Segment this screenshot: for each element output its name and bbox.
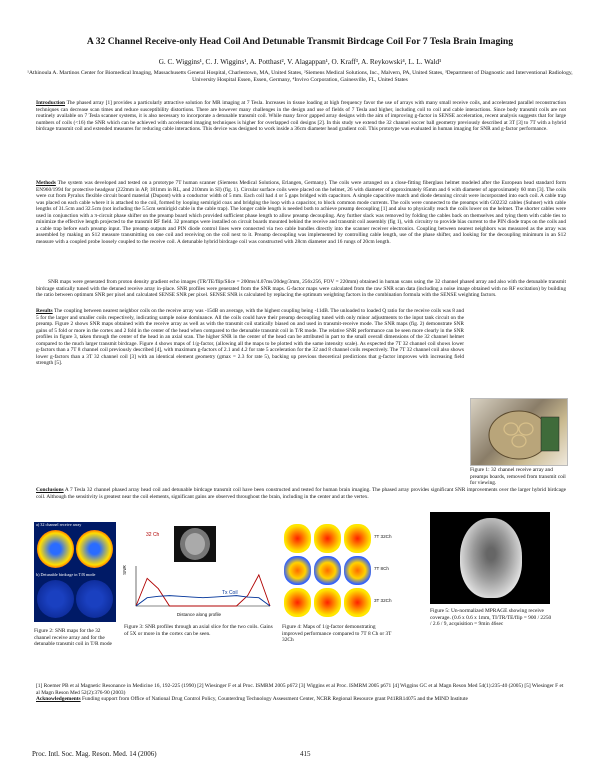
results-heading: Results (36, 308, 53, 314)
snr-profile-chart (122, 522, 276, 618)
figure-2-caption: Figure 2: SNR maps for the 32 channel receive array and for the detunable transmit coil in T/R mode (34, 628, 112, 648)
figure-5-caption: Figure 5: Un-normalized MPRAGE showing receive coverage. (0.6 x 0.6 x 1mm, TI/TR/TE/flip = 900 / 2250 / 2.6 / 9, acquisition = 9min 46sec (430, 608, 552, 628)
methods-section (36, 180, 566, 245)
snr-map-32ch-a (37, 530, 74, 568)
gfactor-map (284, 556, 311, 585)
gfactor-map (344, 588, 371, 617)
gfactor-map (314, 524, 341, 553)
references-text: [1] Roemer PB et al Magnetic Resonance in Medicine 16, 192-225 (1990) [2] Wiesinger F et al Proc. ISMRM 2005 p672 [3] Wiggins et al Proc. ISMRM 2005 p671 [4] Wiggins GC et al Magn Reson Med 54(1):235-40 (2005) [5] Wiesinger F et al Magn Reson Med 52(2):376-90 (2003) (36, 683, 564, 696)
author-list: G. C. Wiggins¹, C. J. Wiggins¹, A. Potthast², V. Alagappan¹, O. Kraff³, A. Reykowski⁴, L. L. Wald¹ (158, 58, 442, 66)
gfactor-map (344, 524, 371, 553)
acknowledgements-heading: Acknowledgements (36, 696, 81, 702)
figure-4 (282, 522, 396, 618)
gfactor-row-label: 7T 8Ch (374, 566, 389, 571)
figure-2-label-bottom: b) Detunable birdcage in T/R mode (36, 572, 96, 577)
figure-1-photo (470, 398, 568, 466)
introduction-section (36, 100, 566, 133)
figure-3-caption: Figure 3: SNR profiles through an axial slice for the two coils. Gains of 5X or more in the cortex can be seen. (124, 624, 273, 637)
chart-legend-32ch: 32 Ch (146, 532, 160, 538)
figure-3 (122, 522, 276, 618)
gfactor-row-label: 3T 32Ch (374, 598, 392, 603)
figure-5-image (430, 512, 550, 604)
footer-proceedings: Proc. Intl. Soc. Mag. Reson. Med. 14 (2006) (32, 750, 157, 758)
affiliations: ¹Athinoula A. Martinos Center for Biomedical Imaging, Massachusetts General Hospital, Charlestown, MA, United States, ²Siemens Medical Solutions, Inc., Malvern, PA, United States, ³Department of Diagnostic and Interventional Radiology, University Hospital Essen, Essen, Germany, ⁴Invivo Corporation, Gainesville, FL, United States (27, 70, 573, 83)
chart-y-label: SNR (122, 565, 127, 575)
gfactor-map (284, 588, 311, 617)
figure-4-caption: Figure 4: Maps of 1/g-factor demonstrating improved performance compared to 7T 8 Ch or 3T 32Ch (282, 624, 392, 644)
axial-slice-inset (174, 526, 216, 562)
snr-map-tx-b (76, 580, 113, 618)
snr-map-32ch-b (76, 530, 113, 568)
methods-text-2: SNR maps were generated from proton density gradient echo images (TR/TE/flip/Slice = 200ms/4.07ms/20deg/3mm, 256x256, FOV = 220mm) obtained in human scans using the 32 channel phased array and also with the detunable transmit birdcage statically tuned with the detuned receive array in-place. SNR profiles were generated from the SNR maps. G-factor maps were calculated from the raw SNR scan data (including a noise image obtained with no RF excitation) by building the ratio between optimum SNR per pixel and calculated SENSE SNR per pixel. SENSE SNR is calculated by replacing the optimum weighting factors in the combination formula with the SENSE weighting factors. (36, 279, 566, 298)
chart-x-label: Distance along profile (176, 612, 222, 617)
conclusions-heading: Conclusions (36, 487, 64, 493)
figure-2-label-top: a) 32 channel receive array (36, 522, 82, 527)
acknowledgements (36, 696, 566, 703)
gfactor-map (314, 556, 341, 585)
snr-map-tx-a (37, 580, 74, 618)
paper-title: A 32 Channel Receive-only Head Coil And Detunable Transmit Birdcage Coil For 7 Tesla Brain Imaging (86, 36, 514, 47)
gfactor-map (314, 588, 341, 617)
gfactor-row-label: 7T 32Ch (374, 534, 392, 539)
chart-legend-tx: Tx Coil (222, 590, 238, 596)
figure-2 (34, 522, 116, 622)
introduction-heading: Introduction (36, 100, 66, 106)
results-text: The coupling between nearest neighbor coils on the receive array was -15dB on average, with the highest coupling being -11dB. The unloaded to loaded Q ratio for the receive coils was 8 and 5 for the larger and smaller coils respectively, indicating sample noise dominance. All the coils could have their preamp decoupling tuned with only minor adjustments to the input tank circuit on the preamp. Figure 2 shows SNR maps obtained with the receive array as well as with the transmit coil statically biased on and used in transmit-receive mode. The SNR maps (fig. 2) demonstrate SNR gains of 5 fold or more in the cortex and 2 fold in the center of the head when compared to the detunable transmit coil in T/R mode. The relative SNR performance can be seen more clearly in the SNR profiles in figure 3, taken through the center of the head in an axial scan. The higher SNR in the center of the head can be attributed in part to the small overall dimensions of the 32 channel helmet compared to the much larger transmit birdcage. Figure 4 shows maps of 1/g-factor, (allowing all the maps to be plotted with the same intensity scale). As expected the 7T 32 channel coil shows lower g-factors than a 7T 8 channel coil previously described [4], with maximum g-factors of 2.1 and 4.2 for rate 5 acceleration for the 32 and 8 channel coils respectively. The 7T 32 channel coil also shows lower g-factors than a 3T 32 channel coil [3] with an identical element geometry (gmax = 2.3 for rate 5), backing up previous theoretical predictions that g-factor improves with increasing field strength [5]. (36, 308, 464, 366)
introduction-text: The phased array [1] provides a particularly attractive solution for MR imaging at 7 Tesla. Increases in tissue loading at high frequency favor the use of arrays with many small receive coils, and accelerated parallel reconstruction techniques can decrease scan times and reduce susceptibility distortions. There are however many challenges in the design and use of fields of 7 Tesla and higher, including coil to coil and cable interactions. Since body transmit coils are not routinely available on 7 Tesla scanner systems, it is also necessary to incorporate a detunable transmit coil. While many favor gapped array designs with the aim of improving g-factor in SENSE acceleration, recent analysis suggests that for large numbers of coils (<16) the SNR which can be achieved with accelerated imaging techniques is higher for overlapped coil designs [2]. In this study we extend the 32 channel soccer ball geometry previously described at 3T [3] to 7T with a hybrid birdcage transmit coil and extended measures for reducing cable interactions. This device was designed to work inside a 36cm diameter head gradient coil. This prototype was evaluated in human imaging for SNR and g-factor performance. (36, 100, 566, 132)
methods-heading: Methods (36, 180, 56, 186)
results-section (36, 308, 464, 367)
figure-1-caption: Figure 1: 32 channel receive array and preamps boards, removed from transmit coil for viewing. (470, 467, 566, 487)
conclusions-section (36, 487, 566, 500)
gfactor-map (344, 556, 371, 585)
acknowledgements-text: Funding support from Office of National Drug Control Policy, Counterdrug Technology Assessment Center, NCRR Regional Resource grant P41RR14075 and the MIND Institute (81, 696, 468, 702)
coil-photo-illustration (471, 399, 567, 465)
gfactor-map (284, 524, 311, 553)
references-section (36, 683, 566, 703)
mprage-slice (460, 518, 522, 598)
methods-text: The system was developed and tested on a prototype 7T human scanner (Siemens Medical Solutions, Erlangen, Germany). The coils were arranged on a close-fitting fiberglass helmet modeled after the European head standard form EN960/1994 for protective headgear (222mm in AP, 181mm in RL, and 210mm in SI) (fig. 1). Circular surface coils were placed on the helmet, 26 with diameter of approximately 85mm and 6 with diameter of approximately 60 mm [3]. The coils were cut from Pyralux flexible circuit board material (Dupont) with a conductor width of 5 mm. Each coil had 4 or 5 gaps bridged with capacitors. A simple capacitive match and diode detuning circuit were incorporated into each coil. A cable trap was placed on each cable where it is attached to the coil, formed by looping semirigid coax and bridging the loop with a capacitor, to block common mode currents. The coils were connected to the preamps with G02232 cables (Suhner) with cable lengths of 31.5cm and 32.5cm (not including the 5.5cm semirigid cable in the cable trap). The longer cable length is needed both to achieve preamp decoupling [1] and also to physically reach the coils lower on the helmet. The shorter cables were used in conjunction with a π-circuit phase shifter on the preamp board which provided sufficient phase length to allow preamp decoupling. Any further slack was removed by folding the cables back on themselves and tying them with cable ties to minimize the effective length projected to the transmit RF field. 32 preamps were installed on circuit boards mounted behind the receive and transmit coil assembly (fig 1), with circuitry to provide bias current to the PIN diode traps on the coils and a cable trap before each preamp input. The preamp outputs and PIN diode control lines were connected via two cable bundles directly into the scanner receiver electronics. Coupling between nearest neighbors was measured as the array was assembled by making an S12 measure transmitting on one coil and receiving on the coil next to it. Preamp decoupling was implemented by controlling cable length, use of the phase shifter, and looking for the decoupling minimum in an S12 measure with a coupled probe loosely coupled to the receive coil. A detunable hybrid birdcage coil was constructed with 28cm diameter and 16 rungs of 20cm length. (36, 180, 566, 245)
footer-page-number: 415 (300, 750, 311, 758)
conclusions-text: A 7 Tesla 32 channel phased array head coil and detunable birdcage transmit coil have been constructed and tested for human brain imaging. The phased array provides significant SNR improvements over the larger hybrid birdcage coil. Although the sensitivity is greatest near the coil elements, significant gains are observed throughout the brain, including in the center and at the vertex. (36, 487, 566, 500)
